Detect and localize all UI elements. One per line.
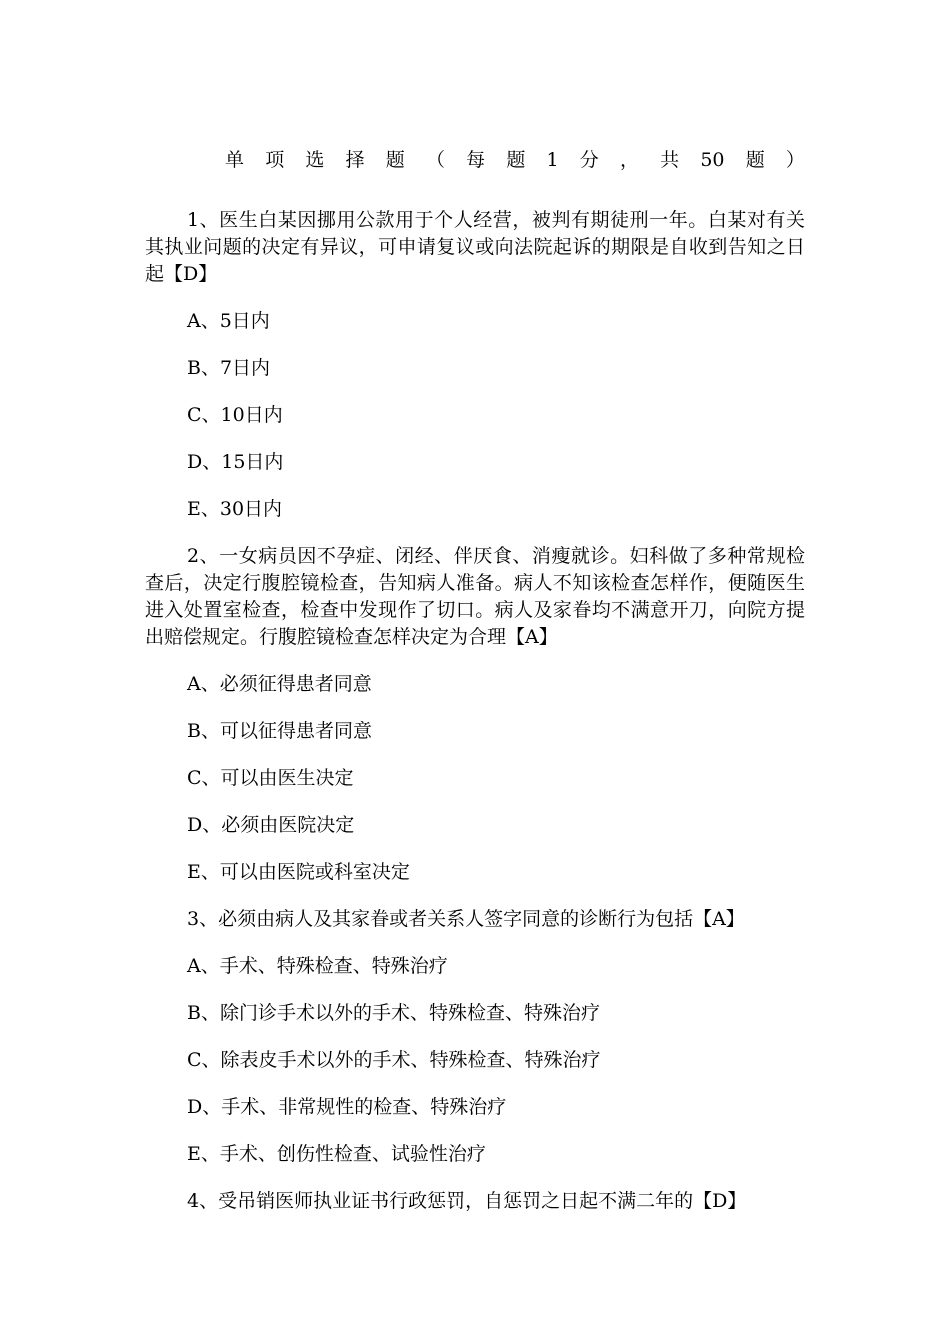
question-2-option-d: D、必须由医院决定 xyxy=(187,814,355,836)
question-3-option-b: B、除门诊手术以外的手术、特殊检查、特殊治疗 xyxy=(187,1002,600,1024)
title-char: 题 xyxy=(745,149,765,171)
title-char: ） xyxy=(785,149,805,171)
question-3-option-e: E、手术、创伤性检查、试验性治疗 xyxy=(187,1143,486,1165)
question-3-text: 3、必须由病人及其家眷或者关系人签字同意的诊断行为包括【A】 xyxy=(187,908,745,930)
title-char: 共 xyxy=(660,149,680,171)
question-2-option-a: A、必须征得患者同意 xyxy=(187,673,372,695)
title-char: 题 xyxy=(385,149,405,171)
question-1-option-d: D、15日内 xyxy=(187,451,284,473)
title-char: 项 xyxy=(265,149,285,171)
title-char: 题 xyxy=(506,149,526,171)
question-1-option-e: E、30日内 xyxy=(187,498,283,520)
question-4-text: 4、受吊销医师执业证书行政惩罚，自惩罚之日起不满二年的【D】 xyxy=(187,1190,747,1212)
question-list xyxy=(145,207,805,1215)
question-2-option-e: E、可以由医院或科室决定 xyxy=(187,861,410,883)
question-3-option-c: C、除表皮手术以外的手术、特殊检查、特殊治疗 xyxy=(187,1049,601,1071)
title-char: 50 xyxy=(700,149,725,171)
question-1-option-a: A、5日内 xyxy=(187,310,270,332)
question-1-option-b: B、7日内 xyxy=(187,357,271,379)
question-2-text: 2、一女病员因不孕症、闭经、伴厌食、消瘦就诊。妇科做了多种常规检查后，决定行腹腔镜检查，告知病人准备。病人不知该检查怎样作，便随医生进入处置室检查，检查中发现作了切口。病人及家眷均不满意开刀，向院方提出赔偿规定。行腹腔镜检查怎样决定为合理【A】 xyxy=(145,545,805,648)
question-3-option-a: A、手术、特殊检查、特殊治疗 xyxy=(187,955,448,977)
title-char: 选 xyxy=(305,149,325,171)
title-char: 每 xyxy=(466,149,486,171)
question-2-option-b: B、可以征得患者同意 xyxy=(187,720,372,742)
question-2-option-c: C、可以由医生决定 xyxy=(187,767,354,789)
title-char: 1 xyxy=(546,149,559,171)
title-char: 择 xyxy=(345,149,365,171)
question-1-option-c: C、10日内 xyxy=(187,404,283,426)
title-char: （ xyxy=(425,149,445,171)
title-char: ， xyxy=(619,149,639,171)
title-char: 单 xyxy=(225,149,245,171)
title-char: 分 xyxy=(579,149,599,171)
question-3-option-d: D、手术、非常规性的检查、特殊治疗 xyxy=(187,1096,507,1118)
question-1-text: 1、医生白某因挪用公款用于个人经营，被判有期徒刑一年。白某对有关其执业问题的决定有异议，可申请复议或向法院起诉的期限是自收到告知之日起【D】 xyxy=(145,209,805,285)
section-title xyxy=(225,147,805,173)
